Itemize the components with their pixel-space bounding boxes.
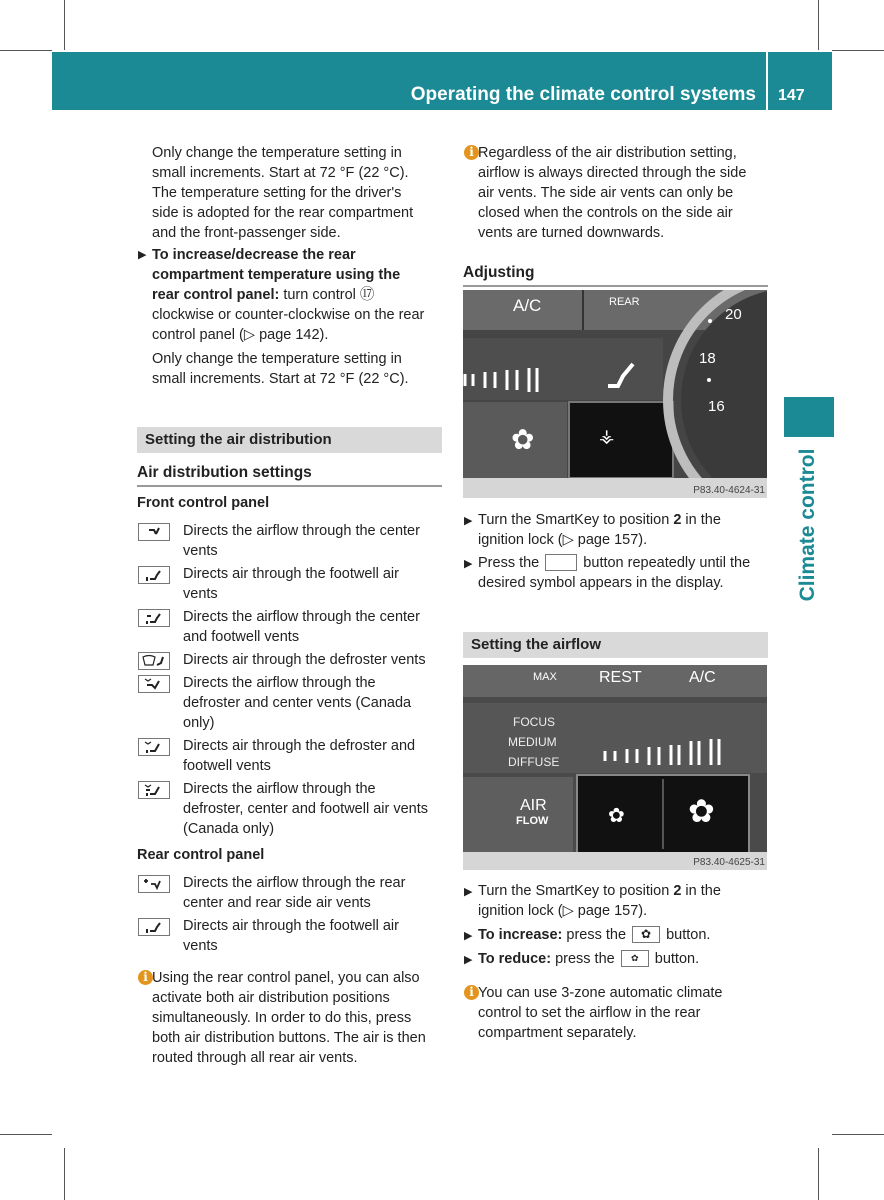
photo-caption: P83.40-4625-31 bbox=[693, 857, 765, 868]
flow-label: FLOW bbox=[516, 815, 549, 827]
ac-label: A/C bbox=[513, 296, 542, 315]
heading-rule bbox=[137, 485, 442, 487]
rear-panel-heading: Rear control panel bbox=[137, 847, 265, 863]
footwell-vents-icon bbox=[138, 566, 170, 584]
step-arrow-icon: ▶ bbox=[464, 954, 473, 966]
crop-mark bbox=[64, 0, 65, 50]
temp-16: 16 bbox=[708, 398, 725, 415]
list-item: Directs air through the defroster and footwell vents bbox=[183, 738, 416, 774]
rest-label: REST bbox=[599, 669, 642, 686]
step-text: To reduce: press the ✿ button. bbox=[478, 951, 700, 967]
info-icon: i bbox=[464, 145, 479, 160]
crop-mark bbox=[0, 1134, 52, 1135]
climate-panel-photo bbox=[463, 290, 767, 498]
subsection-heading: Air distribution settings bbox=[137, 464, 312, 481]
air-distribution-button-icon bbox=[545, 554, 577, 571]
paragraph: Only change the temperature setting in small increments. Start at 72 °F (22 °C). The temperature setting for the driver's side is adopted for the rear compartment and the front-passenger side. bbox=[152, 145, 414, 241]
list-item: Directs the airflow through the rear center and rear side air vents bbox=[183, 875, 406, 911]
section-heading: Setting the air distribution bbox=[137, 427, 442, 453]
page-number: 147 bbox=[778, 87, 805, 104]
list-item: Directs air through the footwell air vents bbox=[183, 566, 399, 602]
crop-mark bbox=[832, 50, 884, 51]
step-arrow-icon: ▶ bbox=[138, 249, 147, 261]
fan-large-icon: ✿ bbox=[688, 793, 715, 829]
step-text: To increase/decrease the rear compartment temperature using the rear control panel: turn control ⑰ clockwise or counter-clockwise on the rear control panel (▷ page 142). bbox=[152, 247, 425, 343]
header-divider bbox=[766, 52, 768, 110]
adjusting-heading: Adjusting bbox=[463, 264, 535, 281]
crop-mark bbox=[64, 1148, 65, 1200]
center-footwell-icon bbox=[138, 609, 170, 627]
fan-increase-button-icon: ✿ bbox=[632, 926, 660, 943]
rear-center-vents-icon bbox=[138, 875, 170, 893]
step-text: Turn the SmartKey to position 2 in the ignition lock (▷ page 157). bbox=[478, 883, 721, 919]
step-arrow-icon: ▶ bbox=[464, 558, 473, 570]
section-heading: Setting the airflow bbox=[463, 632, 768, 658]
airflow-panel-photo bbox=[463, 665, 767, 870]
list-item: Directs the airflow through the center and footwell vents bbox=[183, 609, 420, 645]
fan-icon: ✿ bbox=[511, 424, 535, 455]
defroster-center-icon bbox=[138, 675, 170, 693]
temp-20: 20 bbox=[725, 306, 742, 323]
page-title: Operating the climate control systems bbox=[410, 84, 756, 105]
side-tab-label: Climate control bbox=[796, 448, 819, 602]
step-arrow-icon: ▶ bbox=[464, 930, 473, 942]
step-text: Turn the SmartKey to position 2 in the ignition lock (▷ page 157). bbox=[478, 512, 721, 548]
fan-reduce-button-icon: ✿ bbox=[621, 950, 649, 967]
list-item: Directs the airflow through the center vents bbox=[183, 523, 420, 559]
step-arrow-icon: ▶ bbox=[464, 886, 473, 898]
step-arrow-icon: ▶ bbox=[464, 515, 473, 527]
defroster-center-footwell-icon bbox=[138, 781, 170, 799]
info-icon: i bbox=[464, 985, 479, 1000]
fan-small-icon: ✿ bbox=[608, 805, 625, 827]
rear-defrost-label: REAR bbox=[609, 296, 640, 308]
note-text: Using the rear control panel, you can also activate both air distribution positions simultaneously. In order to do this, press both air distribution buttons. The air is then routed through all rear air vents. bbox=[152, 970, 426, 1066]
crop-mark bbox=[0, 50, 52, 51]
defroster-footwell-icon bbox=[138, 738, 170, 756]
paragraph: Only change the temperature setting in small increments. Start at 72 °F (22 °C). bbox=[152, 351, 409, 387]
list-item: Directs air through the footwell air vents bbox=[183, 918, 399, 954]
diffuse-label: DIFFUSE bbox=[508, 755, 560, 769]
air-label: AIR bbox=[520, 797, 547, 814]
list-item: Directs the airflow through the defroster and center vents (Canada only) bbox=[183, 675, 412, 731]
rear-footwell-icon bbox=[138, 918, 170, 936]
crop-mark bbox=[832, 1134, 884, 1135]
temp-18: 18 bbox=[699, 350, 716, 367]
step-text: To increase: press the ✿ button. bbox=[478, 926, 711, 943]
info-icon: i bbox=[138, 970, 153, 985]
side-tab bbox=[784, 397, 834, 437]
list-item: Directs air through the defroster vents bbox=[183, 652, 426, 668]
front-panel-heading: Front control panel bbox=[137, 495, 270, 511]
max-defrost-label: MAX bbox=[533, 671, 557, 683]
medium-label: MEDIUM bbox=[508, 735, 557, 749]
ac-label: A/C bbox=[689, 669, 716, 686]
crop-mark bbox=[818, 0, 819, 50]
list-item: Directs the airflow through the defroster, center and footwell air vents (Canada only) bbox=[183, 781, 429, 837]
photo-caption: P83.40-4624-31 bbox=[693, 485, 765, 496]
note-text: Regardless of the air distribution setting, airflow is always directed through the side air vents. The side air vents can only be closed when the controls on the side air vents are turned downwards. bbox=[478, 145, 747, 241]
step-text: Press the button repeatedly until the desired symbol appears in the display. bbox=[478, 555, 751, 591]
center-vents-icon bbox=[138, 523, 170, 541]
heading-rule bbox=[463, 285, 768, 287]
note-text: You can use 3-zone automatic climate control to set the airflow in the rear compartment separately. bbox=[478, 985, 723, 1041]
defroster-icon bbox=[138, 652, 170, 670]
focus-label: FOCUS bbox=[513, 715, 555, 729]
distribution-icon: ⚶ bbox=[599, 426, 615, 446]
crop-mark bbox=[818, 1148, 819, 1200]
